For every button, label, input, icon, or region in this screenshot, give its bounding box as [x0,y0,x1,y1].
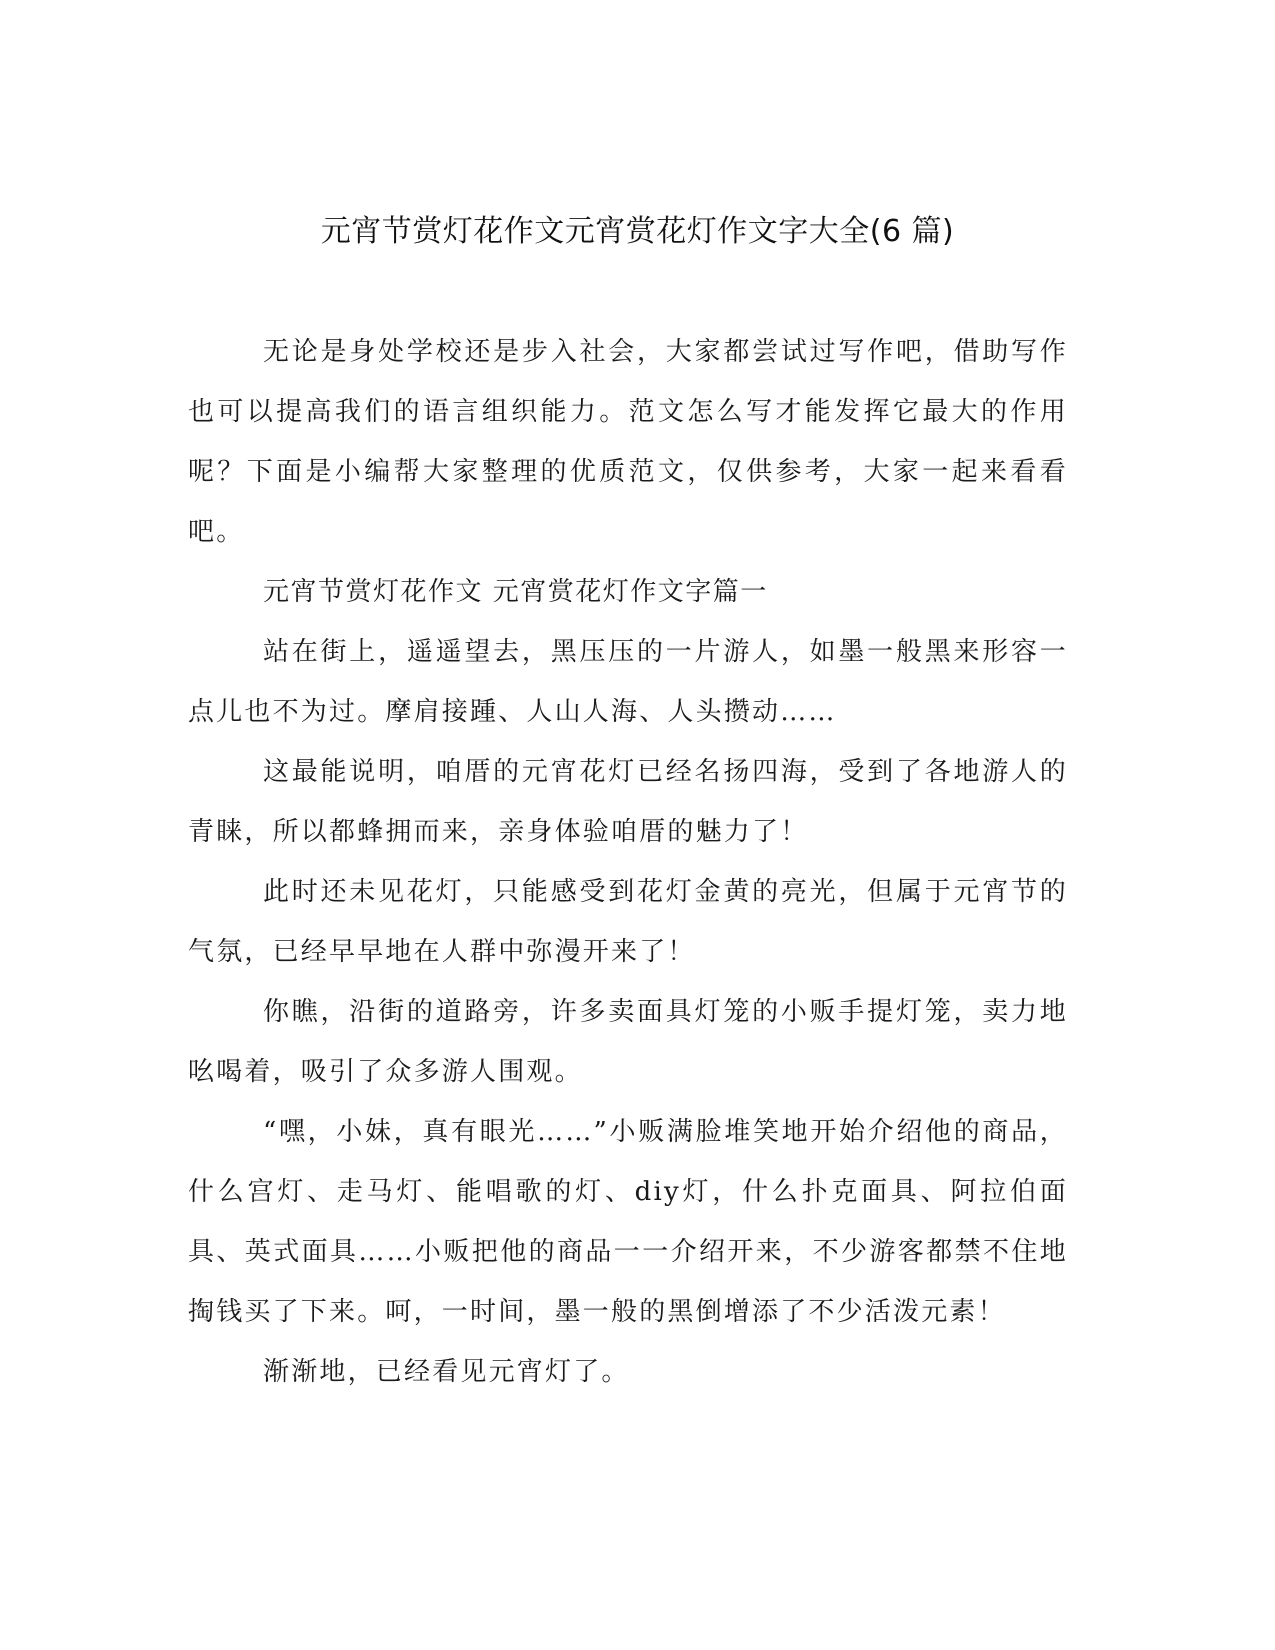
paragraph: 站在街上，遥遥望去，黑压压的一片游人，如墨一般黑来形容一点儿也不为过。摩肩接踵、人山人海、人头攒动…… [188,637,1068,727]
paragraph-intro: 无论是身处学校还是步入社会，大家都尝试过写作吧，借助写作也可以提高我们的语言组织能力。范文怎么写才能发挥它最大的作用呢？下面是小编帮大家整理的优质范文，仅供参考，大家一起来看看吧。 [188,337,1068,547]
paragraph: 渐渐地，已经看见元宵灯了。 [263,1357,630,1387]
paragraph: 此时还未见花灯，只能感受到花灯金黄的亮光，但属于元宵节的气氛，已经早早地在人群中弥漫开来了！ [188,877,1068,967]
paragraph: 你瞧，沿街的道路旁，许多卖面具灯笼的小贩手提灯笼，卖力地吆喝着，吸引了众多游人围观。 [188,997,1068,1087]
document-title: 元宵节赏灯花作文元宵赏花灯作文字大全(6 篇) [320,214,955,249]
paragraph: 这最能说明，咱厝的元宵花灯已经名扬四海，受到了各地游人的青睐，所以都蜂拥而来，亲身体验咱厝的魅力了！ [188,757,1068,847]
paragraph: “嘿，小妹，真有眼光……”小贩满脸堆笑地开始介绍他的商品，什么宫灯、走马灯、能唱歌的灯、diy灯，什么扑克面具、阿拉伯面具、英式面具……小贩把他的商品一一介绍开来，不少游客都禁不住地掏钱买了下来。呵，一时间，墨一般的黑倒增添了不少活泼元素！ [188,1117,1068,1327]
section-heading: 元宵节赏灯花作文 元宵赏花灯作文字篇一 [263,577,768,607]
document-body [188,322,1068,1402]
